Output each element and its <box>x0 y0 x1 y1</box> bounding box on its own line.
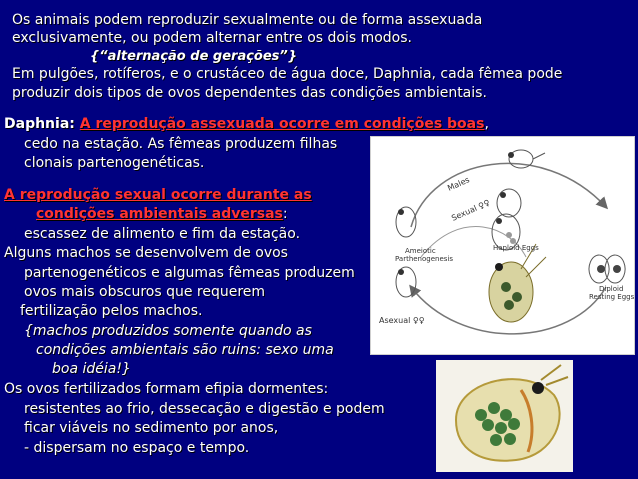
intro-line-2: exclusivamente, ou podem alternar entre os dois modos. <box>12 30 412 46</box>
sexual-heading-1: A reprodução sexual ocorre durante as <box>4 187 312 203</box>
asexual-heading-line <box>4 116 489 133</box>
asexual-comma: , <box>484 116 489 132</box>
daphnia-label: Daphnia <box>4 116 70 132</box>
daphnia-photo-small <box>489 244 546 322</box>
resting-eggs-drawing <box>589 255 625 283</box>
asexual-text-2: clonais partenogenéticas. <box>24 155 205 171</box>
intro-line-4: Em pulgões, rotíferos, e o crustáceo de água doce, Daphnia, cada fêmea pode <box>12 66 563 82</box>
aside-1: {machos produzidos somente quando as <box>24 323 312 339</box>
intro-line-5: produzir dois tipos de ovos dependentes das condições ambientais. <box>12 85 487 101</box>
label-males: Males <box>446 175 471 193</box>
aside-3: boa idéia!} <box>52 361 131 377</box>
daphnia-photo <box>436 360 573 472</box>
sexual-heading-line-2 <box>36 206 288 223</box>
label-resting-eggs: Resting Eggs <box>589 293 634 301</box>
males-text-2: partenogenéticos e algumas fêmeas produzem <box>24 265 355 281</box>
ephippia-text-4: - dispersam no espaço e tempo. <box>24 440 250 456</box>
label-ameiotic: Ameiotic <box>405 247 436 255</box>
males-text-4: fertilização pelos machos. <box>20 303 203 319</box>
label-diploid: Diploid <box>599 285 624 293</box>
intro-line-3: {“alternação de gerações”} <box>90 49 298 64</box>
asexual-text-1: cedo na estação. As fêmeas produzem filhas <box>24 136 338 152</box>
ephippia-text-3: ficar viáveis no sedimento por anos, <box>24 420 279 436</box>
asexual-heading: A reprodução assexuada ocorre em condições boas <box>79 116 485 132</box>
label-haploid-eggs: Haploid Eggs <box>493 244 539 252</box>
sexual-heading-2: condições ambientais adversas <box>36 206 283 222</box>
males-text-3: ovos mais obscuros que requerem <box>24 284 266 300</box>
daphnia-life-cycle-diagram <box>370 136 635 355</box>
label-sexual: Sexual ♀♀ <box>450 197 492 223</box>
intro-line-1: Os animais podem reproduzir sexualmente ou de forma assexuada <box>12 12 483 28</box>
sexual-text-1: escassez de alimento e fim da estação. <box>24 226 301 242</box>
male-daphnia-drawing <box>497 150 545 217</box>
label-parthenogenesis: Parthenogenesis <box>395 255 454 263</box>
ephippia-text-2: resistentes ao frio, dessecação e digestão e podem <box>24 401 385 417</box>
ephippia-text-1: Os ovos fertilizados formam efipia dormentes: <box>4 381 329 397</box>
label-asexual: Asexual ♀♀ <box>379 316 425 325</box>
sexual-colon: : <box>282 206 288 222</box>
daphnia-colon: : <box>69 116 80 132</box>
aside-2: condições ambientais são ruins: sexo uma <box>36 342 334 358</box>
males-text-1: Alguns machos se desenvolvem de ovos <box>4 245 288 261</box>
